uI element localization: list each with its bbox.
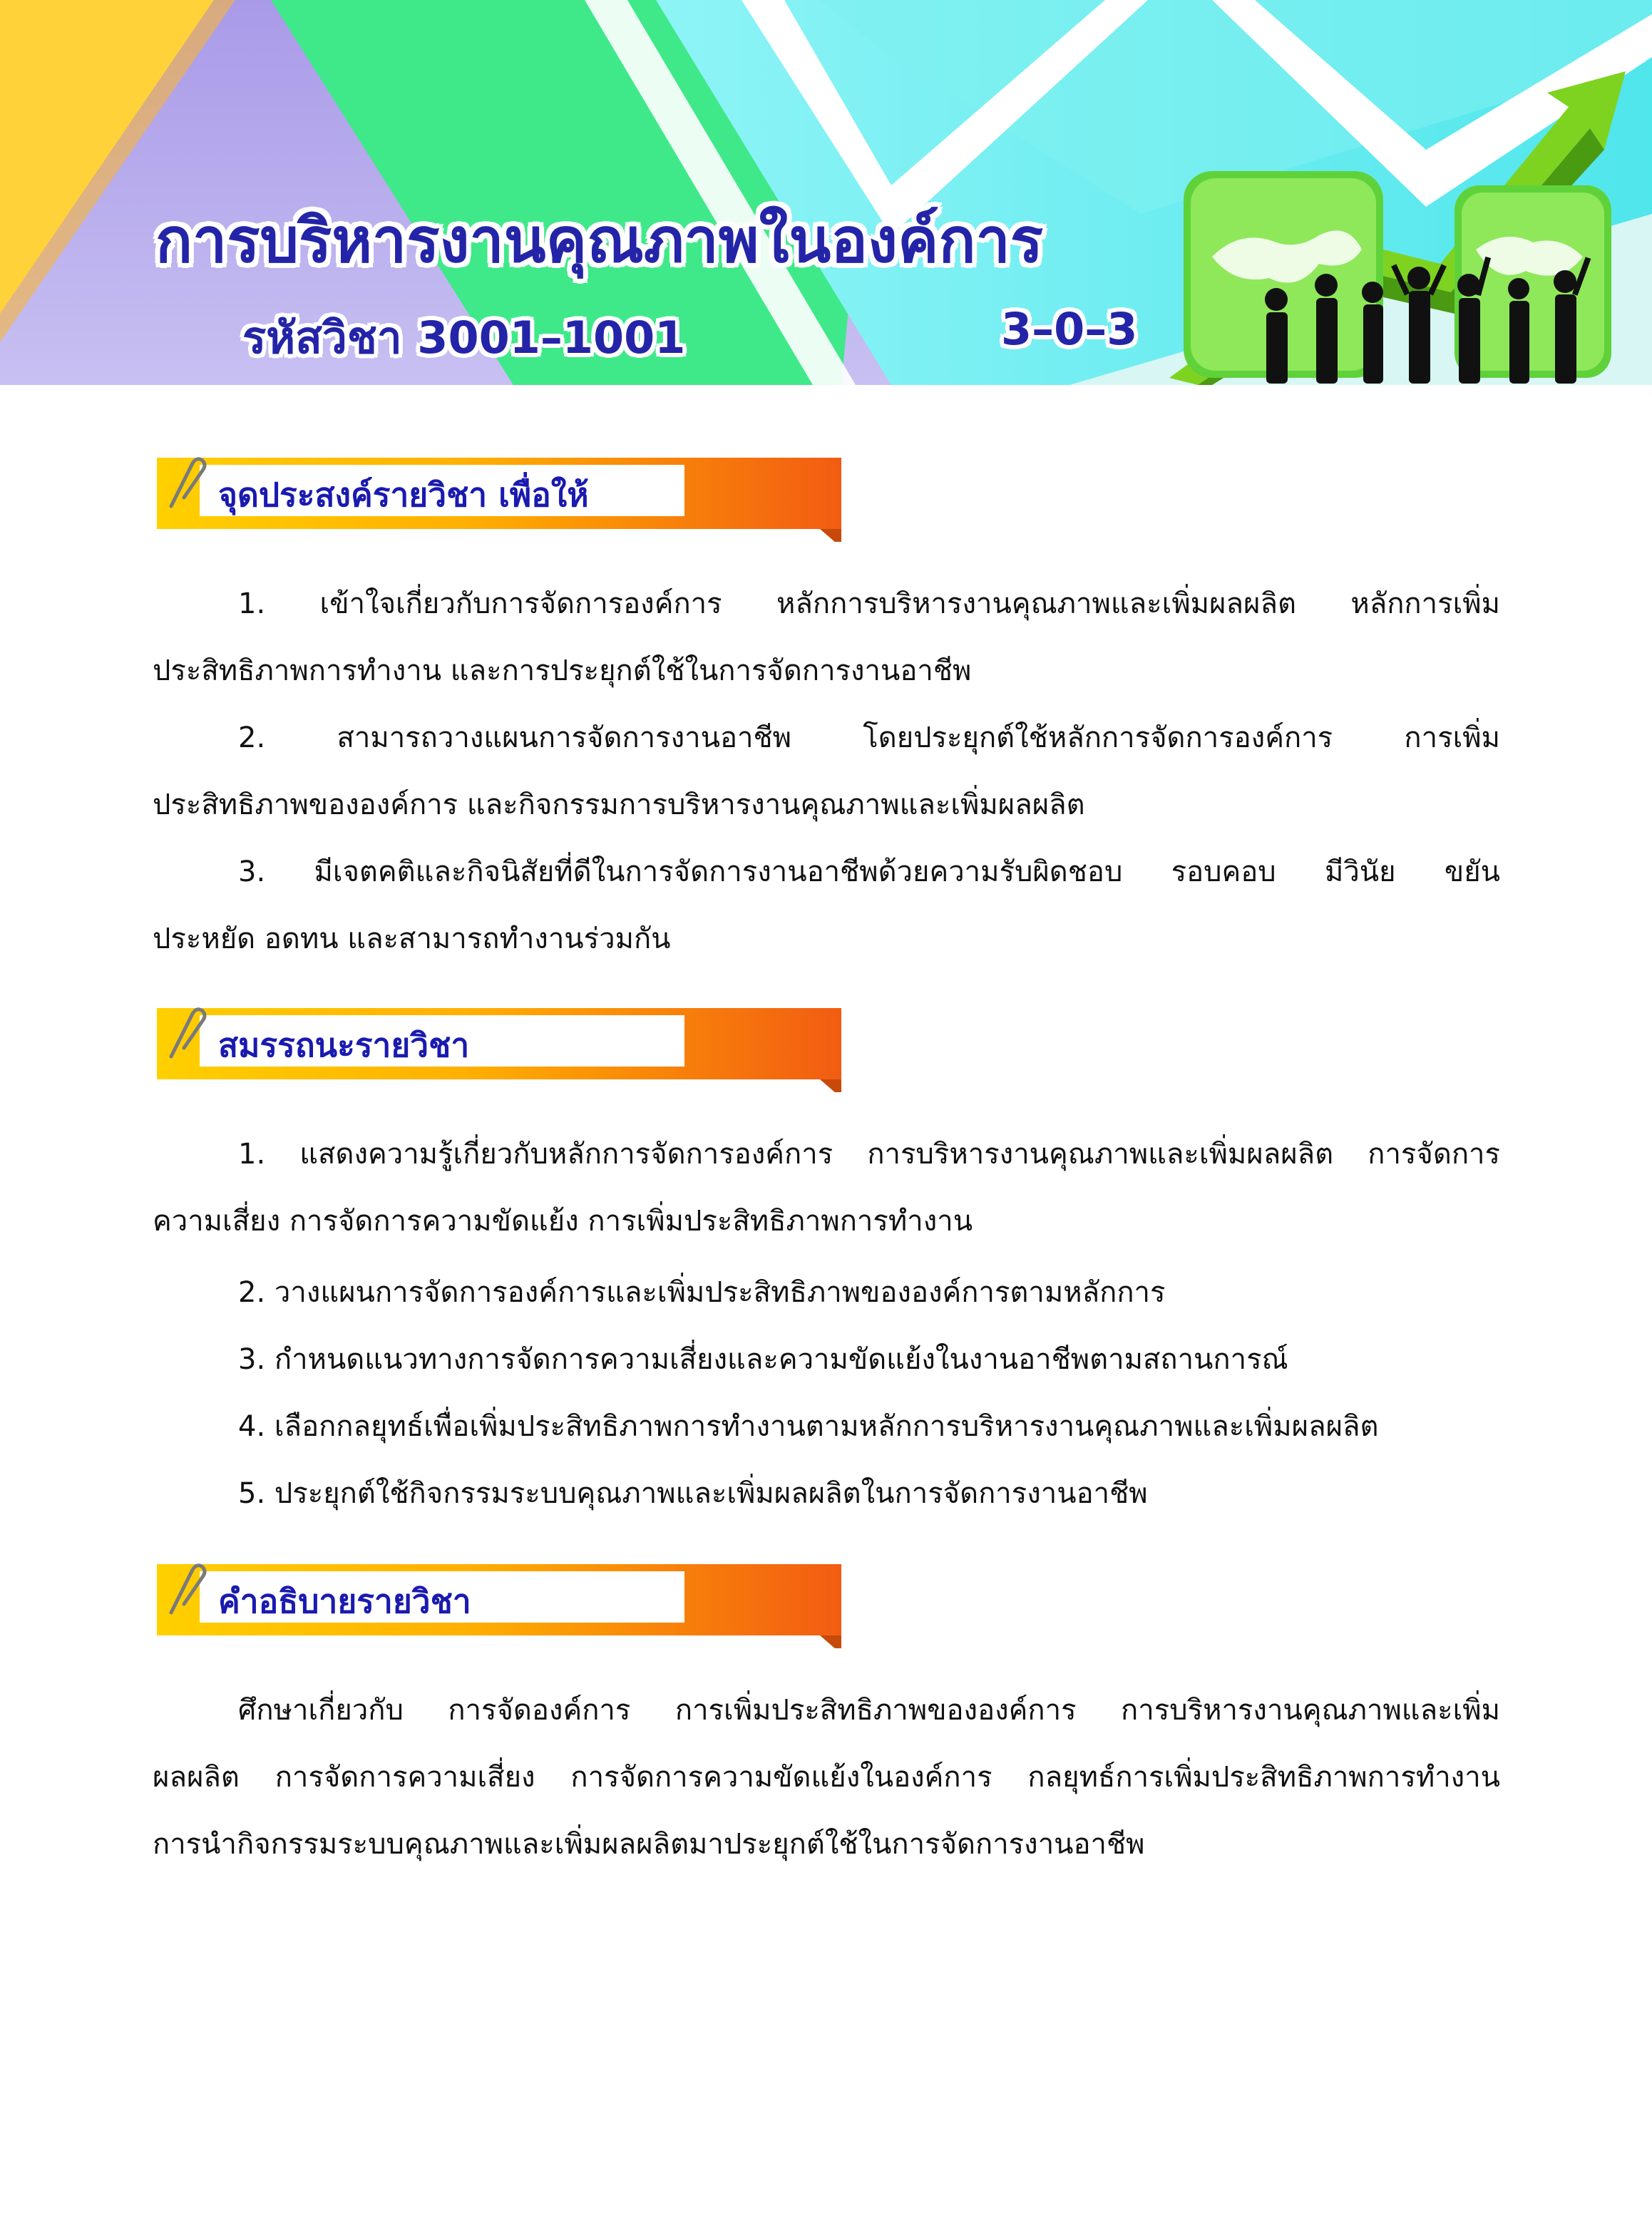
description-line-1: ศึกษาเกี่ยวกับ การจัดองค์การ การเพิ่มประสิทธิภาพขององค์การ การบริหารงานคุณภาพและเพิ่ม	[238, 1694, 1500, 1727]
objective-item-3	[153, 838, 1500, 972]
objective-2-line-2: ประสิทธิภาพขององค์การ และกิจกรรมการบริหารงานคุณภาพและเพิ่มผลผลิต	[153, 788, 1085, 821]
description-line-2: ผลผลิต การจัดการความเสี่ยง การจัดการความขัดแย้งในองค์การ กลยุทธ์การเพิ่มประสิทธิภาพการทำงาน	[153, 1761, 1500, 1794]
competency-item-5: 5. ประยุกต์ใช้กิจกรรมระบบคุณภาพและเพิ่มผลผลิตในการจัดการงานอาชีพ	[238, 1477, 1148, 1510]
section-title: สมรรถนะรายวิชา	[218, 1026, 470, 1064]
page-title: การบริหารงานคุณภาพในองค์การ	[155, 205, 1044, 277]
course-credits: 3–0–3	[1001, 303, 1138, 355]
section-heading-description	[150, 1556, 848, 1648]
objective-item-1	[153, 570, 1500, 704]
description-line-3: การนำกิจกรรมระบบคุณภาพและเพิ่มผลผลิตมาประยุกต์ใช้ในการจัดการงานอาชีพ	[153, 1828, 1145, 1861]
objective-3-line-1: 3. มีเจตคติและกิจนิสัยที่ดีในการจัดการงานอาชีพด้วยความรับผิดชอบ รอบคอบ มีวินัย ขยัน	[238, 856, 1500, 888]
competency-1-line-1: 1. แสดงความรู้เกี่ยวกับหลักการจัดการองค์การ การบริหารงานคุณภาพและเพิ่มผลผลิต การจัดการ	[238, 1138, 1500, 1171]
competency-item-4: 4. เลือกกลยุทธ์เพื่อเพิ่มประสิทธิภาพการทำงานตามหลักการบริหารงานคุณภาพและเพิ่มผลผลิต	[238, 1410, 1379, 1443]
competency-1-line-2: ความเสี่ยง การจัดการความขัดแย้ง การเพิ่มประสิทธิภาพการทำงาน	[153, 1205, 973, 1238]
section-heading-competencies	[150, 1000, 848, 1092]
objective-3-line-2: ประหยัด อดทน และสามารถทำงานร่วมกัน	[153, 923, 671, 955]
section-title: คำอธิบายรายวิชา	[218, 1582, 471, 1620]
growth-artwork	[1169, 43, 1652, 385]
competency-item-2: 2. วางแผนการจัดการองค์การและเพิ่มประสิทธิภาพขององค์การตามหลักการ	[238, 1276, 1166, 1309]
objective-1-line-2: ประสิทธิภาพการทำงาน และการประยุกต์ใช้ในการจัดการงานอาชีพ	[153, 654, 972, 687]
objective-item-2	[153, 704, 1500, 838]
objective-2-line-1: 2. สามารถวางแผนการจัดการงานอาชีพ โดยประยุกต์ใช้หลักการจัดการองค์การ การเพิ่ม	[238, 721, 1500, 754]
header-banner	[0, 0, 1652, 385]
course-description	[153, 1677, 1500, 1878]
competency-item-1	[153, 1121, 1500, 1255]
section-heading-objectives	[150, 449, 848, 542]
objective-1-line-1: 1. เข้าใจเกี่ยวกับการจัดการองค์การ หลักการบริหารงานคุณภาพและเพิ่มผลผลิต หลักการเพิ่ม	[238, 587, 1500, 620]
competency-item-3: 3. กำหนดแนวทางการจัดการความเสี่ยงและความขัดแย้งในงานอาชีพตามสถานการณ์	[238, 1343, 1288, 1376]
course-code: รหัสวิชา 3001–1001	[242, 312, 686, 364]
section-title: จุดประสงค์รายวิชา เพื่อให้	[218, 476, 589, 514]
